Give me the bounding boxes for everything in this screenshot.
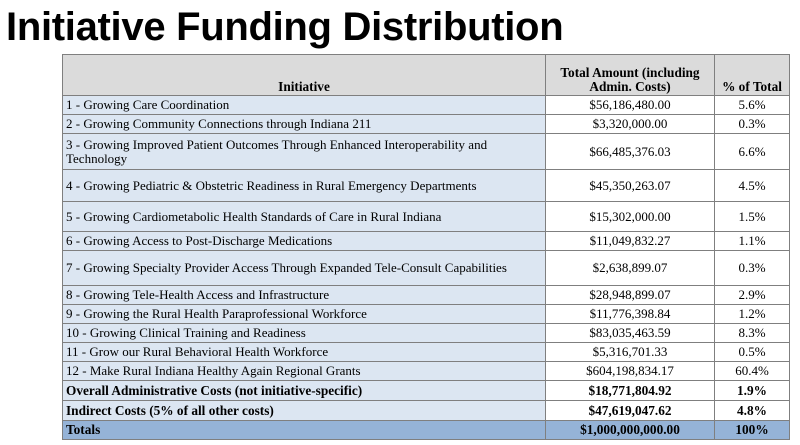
totals-percent: 100% <box>715 421 790 440</box>
amount-cell: $83,035,463.59 <box>546 324 715 343</box>
percent-cell: 0.3% <box>715 251 790 286</box>
table-row <box>63 324 790 343</box>
table-row <box>63 170 790 202</box>
amount-cell: $56,186,480.00 <box>546 96 715 115</box>
percent-cell: 1.5% <box>715 202 790 232</box>
amount-cell: $3,320,000.00 <box>546 115 715 134</box>
initiative-name: 12 - Make Rural Indiana Healthy Again Regional Grants <box>63 362 546 381</box>
admin-costs-row <box>63 381 790 401</box>
initiative-name: 9 - Growing the Rural Health Paraprofessional Workforce <box>63 305 546 324</box>
amount-cell: $604,198,834.17 <box>546 362 715 381</box>
amount-cell: $18,771,804.92 <box>546 381 715 401</box>
amount-cell: $66,485,376.03 <box>546 134 715 170</box>
totals-row <box>63 421 790 440</box>
initiative-name: 11 - Grow our Rural Behavioral Health Workforce <box>63 343 546 362</box>
amount-cell: $5,316,701.33 <box>546 343 715 362</box>
percent-cell: 6.6% <box>715 134 790 170</box>
amount-cell: $2,638,899.07 <box>546 251 715 286</box>
header-initiative: Initiative <box>63 55 546 96</box>
initiative-name: 1 - Growing Care Coordination <box>63 96 546 115</box>
percent-cell: 1.9% <box>715 381 790 401</box>
totals-amount: $1,000,000,000.00 <box>546 421 715 440</box>
amount-cell: $45,350,263.07 <box>546 170 715 202</box>
table-row <box>63 343 790 362</box>
amount-cell: $15,302,000.00 <box>546 202 715 232</box>
percent-cell: 2.9% <box>715 286 790 305</box>
initiative-name: 3 - Growing Improved Patient Outcomes Through Enhanced Interoperability and Technology <box>63 134 546 170</box>
percent-cell: 0.5% <box>715 343 790 362</box>
table-row <box>63 202 790 232</box>
funding-table <box>62 54 790 440</box>
percent-cell: 4.8% <box>715 401 790 421</box>
table-row <box>63 362 790 381</box>
percent-cell: 0.3% <box>715 115 790 134</box>
table-row <box>63 305 790 324</box>
percent-cell: 1.1% <box>715 232 790 251</box>
table-row <box>63 251 790 286</box>
totals-label: Totals <box>63 421 546 440</box>
initiative-name: 7 - Growing Specialty Provider Access Through Expanded Tele-Consult Capabilities <box>63 251 546 286</box>
table-header-row <box>63 55 790 96</box>
table-row <box>63 134 790 170</box>
initiative-name: 4 - Growing Pediatric & Obstetric Readiness in Rural Emergency Departments <box>63 170 546 202</box>
amount-cell: $47,619,047.62 <box>546 401 715 421</box>
header-total-amount: Total Amount (including Admin. Costs) <box>546 55 715 96</box>
initiative-name: Indirect Costs (5% of all other costs) <box>63 401 546 421</box>
amount-cell: $11,049,832.27 <box>546 232 715 251</box>
page-title: Initiative Funding Distribution <box>6 5 564 49</box>
amount-cell: $11,776,398.84 <box>546 305 715 324</box>
percent-cell: 8.3% <box>715 324 790 343</box>
header-percent-total: % of Total <box>715 55 790 96</box>
percent-cell: 60.4% <box>715 362 790 381</box>
table-row <box>63 115 790 134</box>
percent-cell: 5.6% <box>715 96 790 115</box>
initiative-name: 8 - Growing Tele-Health Access and Infrastructure <box>63 286 546 305</box>
initiative-name: 5 - Growing Cardiometabolic Health Standards of Care in Rural Indiana <box>63 202 546 232</box>
initiative-name: 10 - Growing Clinical Training and Readiness <box>63 324 546 343</box>
initiative-name: 2 - Growing Community Connections through Indiana 211 <box>63 115 546 134</box>
table-row <box>63 232 790 251</box>
table-row <box>63 96 790 115</box>
indirect-costs-row <box>63 401 790 421</box>
percent-cell: 1.2% <box>715 305 790 324</box>
amount-cell: $28,948,899.07 <box>546 286 715 305</box>
percent-cell: 4.5% <box>715 170 790 202</box>
initiative-name: 6 - Growing Access to Post-Discharge Medications <box>63 232 546 251</box>
table-row <box>63 286 790 305</box>
initiative-name: Overall Administrative Costs (not initiative-specific) <box>63 381 546 401</box>
